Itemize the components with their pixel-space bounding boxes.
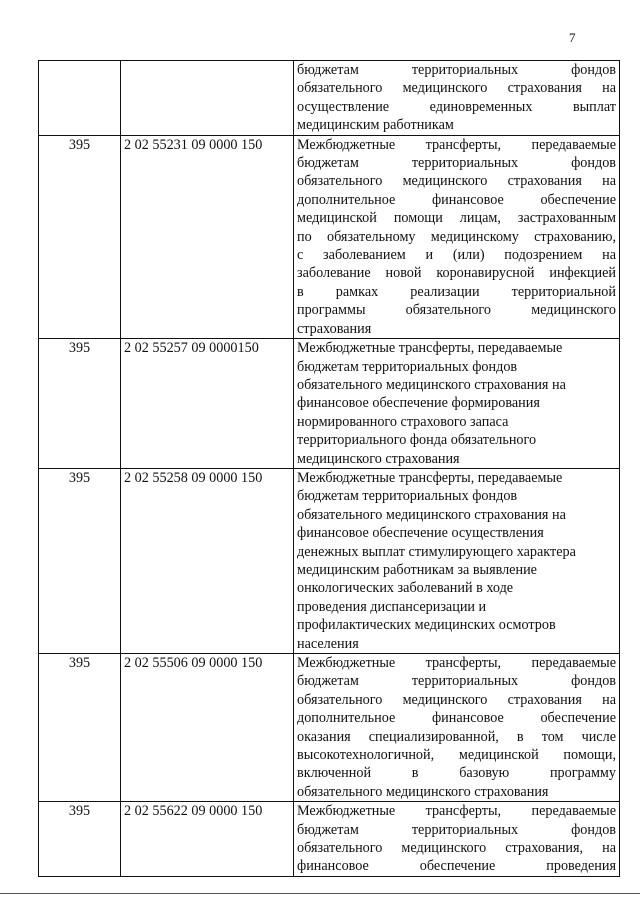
- description-line: финансовое обеспечение осуществления: [297, 525, 544, 542]
- description-line: включенной в базовую программу: [297, 765, 616, 782]
- description-line: с заболеванием и (или) подозрением на: [297, 247, 616, 264]
- page-bottom-edge: [0, 893, 640, 894]
- description-line: в рамках реализации территориальной: [297, 283, 616, 300]
- description-line: обязательного медицинского страхования на: [297, 506, 566, 523]
- description-line: медицинского страхования: [297, 450, 460, 467]
- description-line: проведения диспансеризации и: [297, 598, 487, 615]
- description-line: финансовое обеспечение проведения: [297, 858, 616, 875]
- description-line: денежных выплат стимулирующего характера: [297, 543, 576, 560]
- description-line: профилактических медицинских осмотров: [297, 617, 556, 634]
- description-line: бюджетам территориальных фондов: [297, 358, 518, 375]
- table-row: [39, 654, 620, 802]
- description-line: обязательного медицинского страхования, на: [297, 840, 616, 857]
- budget-classification-table: [38, 60, 620, 877]
- description-line: нормированного страхового запаса: [297, 413, 509, 430]
- description-line: Межбюджетные трансферты, передаваемые: [297, 340, 563, 357]
- description-line: обязательного медицинского страхования на: [297, 691, 616, 708]
- description-line: бюджетам территориальных фондов: [297, 62, 616, 78]
- table-row: [39, 802, 620, 877]
- description-line: обязательного медицинского страхования на: [297, 173, 616, 190]
- table-row: [39, 468, 620, 653]
- description-line: онкологических заболеваний в ходе: [297, 580, 514, 597]
- table-row: [39, 339, 620, 469]
- admin-code-cell: 395: [39, 339, 121, 469]
- description-line: высокотехнологичной, медицинской помощи,: [297, 747, 616, 764]
- description-line: Межбюджетные трансферты, передаваемые: [297, 136, 616, 153]
- admin-code-cell: 395: [39, 135, 121, 338]
- page-number: 7: [569, 30, 576, 45]
- description-line: бюджетам территориальных фондов: [297, 155, 616, 172]
- description-cell: [294, 802, 620, 877]
- description-line: медицинским работникам: [297, 117, 454, 134]
- description-cell: [294, 339, 620, 469]
- description-line: бюджетам территориальных фондов: [297, 821, 616, 838]
- description-line: территориального фонда обязательного: [297, 432, 537, 449]
- admin-code-cell: 395: [39, 468, 121, 653]
- admin-code-cell: 395: [39, 802, 121, 877]
- description-line: Межбюджетные трансферты, передаваемые: [297, 469, 563, 486]
- budget-code-cell: 2 02 55231 09 0000 150: [121, 135, 294, 338]
- budget-code-cell: 2 02 55506 09 0000 150: [121, 654, 294, 802]
- description-line: бюджетам территориальных фондов: [297, 673, 616, 690]
- description-line: финансовое обеспечение формирования: [297, 395, 540, 412]
- description-cell: [294, 468, 620, 653]
- table-row: [39, 135, 620, 338]
- budget-code-cell: 2 02 55257 09 0000150: [121, 339, 294, 469]
- description-line: дополнительное финансовое обеспечение: [297, 191, 616, 208]
- description-cell: [294, 654, 620, 802]
- budget-code-cell: 2 02 55622 09 0000 150: [121, 802, 294, 877]
- description-line: населения: [297, 635, 359, 652]
- admin-code-cell: [39, 61, 121, 136]
- description-line: осуществление единовременных выплат: [297, 98, 616, 115]
- description-line: программы обязательного медицинского: [297, 302, 616, 319]
- description-line: страхования: [297, 320, 372, 337]
- table-row: [39, 61, 620, 136]
- description-line: Межбюджетные трансферты, передаваемые: [297, 655, 616, 671]
- description-line: заболевание новой коронавирусной инфекцией: [297, 265, 616, 282]
- admin-code-cell: 395: [39, 654, 121, 802]
- description-cell: [294, 135, 620, 338]
- description-line: по обязательному медицинскому страхованию,: [297, 228, 616, 245]
- description-line: Межбюджетные трансферты, передаваемые: [297, 803, 616, 820]
- description-line: дополнительное финансовое обеспечение: [297, 710, 616, 727]
- budget-code-cell: 2 02 55258 09 0000 150: [121, 468, 294, 653]
- description-line: медицинским работникам за выявление: [297, 561, 537, 578]
- description-line: обязательного медицинского страхования на: [297, 376, 566, 393]
- description-line: обязательного медицинского страхования на: [297, 80, 616, 97]
- budget-code-cell: [121, 61, 294, 136]
- description-line: оказания специализированной, в том числе: [297, 728, 616, 745]
- description-line: бюджетам территориальных фондов: [297, 488, 518, 505]
- description-line: обязательного медицинского страхования: [297, 783, 549, 800]
- description-cell: [294, 61, 620, 136]
- description-line: медицинской помощи лицам, застрахованным: [297, 210, 616, 227]
